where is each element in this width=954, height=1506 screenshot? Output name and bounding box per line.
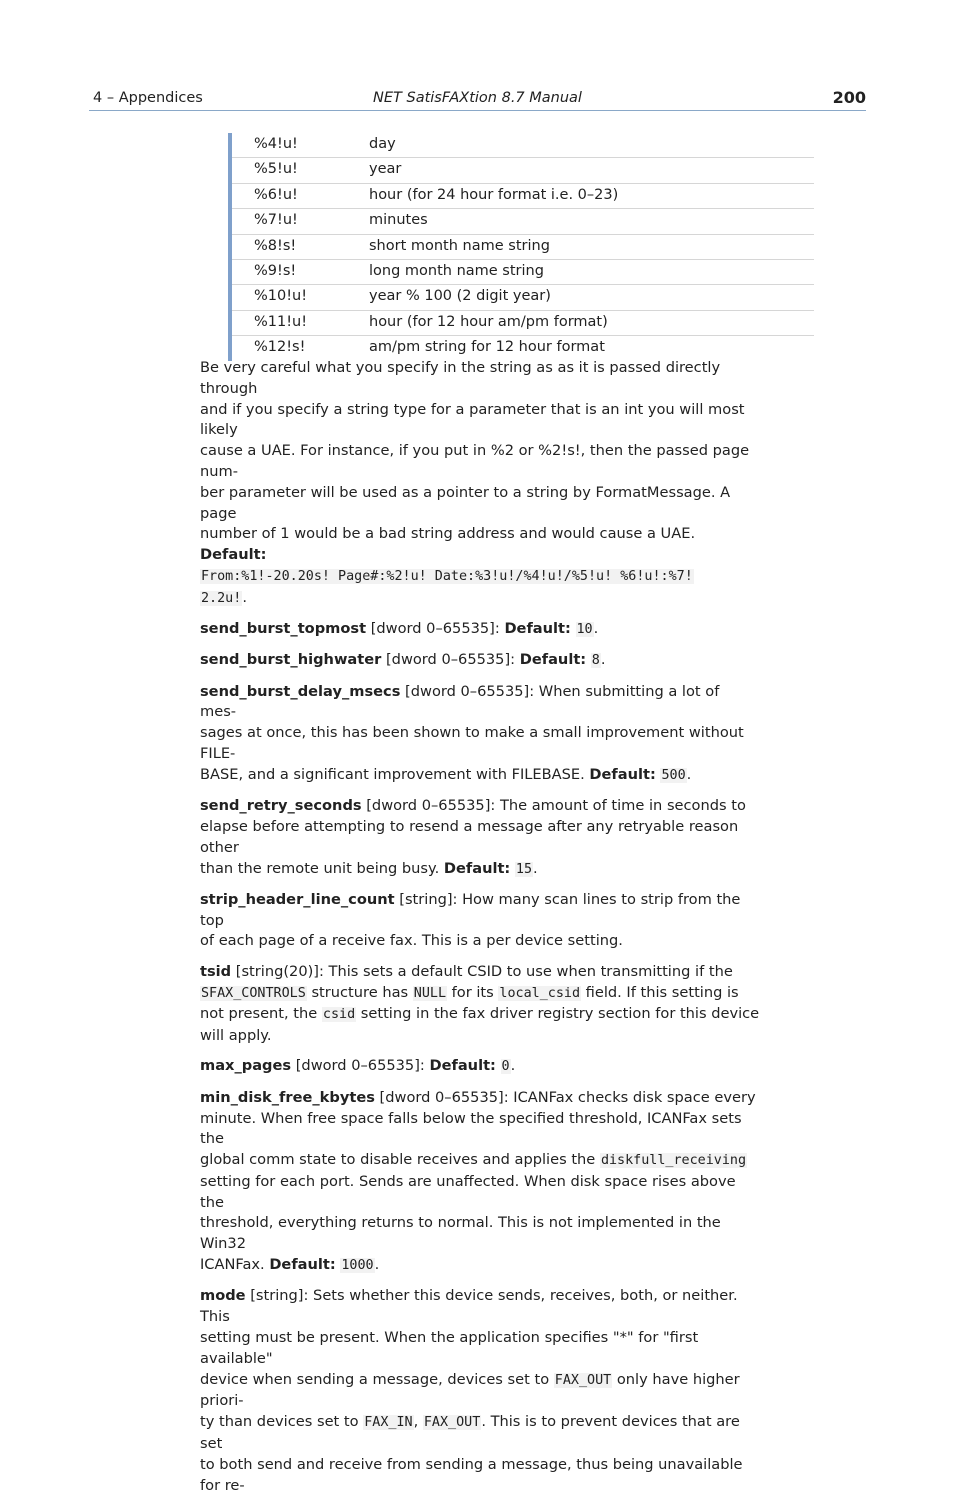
setting-name: send_retry_seconds [200, 797, 362, 815]
format-description: minutes [369, 212, 428, 229]
setting-name: max_pages [200, 1057, 292, 1075]
manual-title: NET SatisFAXtion 8.7 Manual [373, 90, 582, 106]
table-row [232, 209, 814, 234]
setting-name: tsid [200, 962, 232, 980]
page-header [89, 88, 866, 111]
section-label: 4 – Appendices [93, 90, 203, 106]
format-code: %9!s! [254, 262, 297, 279]
table-row [232, 133, 814, 158]
setting-send-burst-delay: send_burst_delay_msecs [dword 0–65535]: When submitting a lot of mes- sages at once, this has been shown to make a small improvement without FILE- BASE, and a significant improvement with FILEBASE. Default: 500. [200, 682, 744, 783]
setting-name: send_burst_topmost [200, 620, 367, 638]
table-row [232, 285, 814, 310]
default-value: 15 [515, 861, 533, 877]
setting-name: min_disk_free_kbytes [200, 1088, 375, 1106]
format-description: day [369, 136, 396, 152]
format-description: year % 100 (2 digit year) [369, 288, 551, 305]
format-code: %5!u! [254, 161, 298, 178]
default-label: Default: [200, 546, 267, 564]
format-description: short month name string [369, 237, 550, 254]
setting-name: strip_header_line_count [200, 890, 395, 908]
setting-send-burst-topmost: send_burst_topmost [dword 0–65535]: Default: 10. [200, 620, 599, 638]
default-value: 8 [591, 653, 600, 669]
table-row [232, 184, 814, 209]
setting-max-pages: max_pages [dword 0–65535]: Default: 0. [200, 1057, 516, 1075]
setting-name: mode [200, 1287, 246, 1305]
format-code: %11!u! [254, 313, 308, 330]
format-description: am/pm string for 12 hour format [369, 339, 605, 356]
default-value: 500 [661, 767, 686, 783]
table-row [232, 336, 814, 360]
setting-name: send_burst_highwater [200, 651, 382, 669]
setting-min-disk-free-kbytes: min_disk_free_kbytes [dword 0–65535]: ICANFax checks disk space every minute. When free space falls below the specified threshold, ICANFax sets the global comm state to disable receives and applies the diskfull_receiving setting for each port. Sends are unaffected. When disk space rises above the threshold, everything returns to normal. This is not implemented in the Win32 ICANFax. Default: 1000. [200, 1088, 756, 1274]
default-value: 0 [501, 1059, 510, 1075]
setting-mode: mode [string]: Sets whether this device sends, receives, both, or neither. This setting must be present. When the application specifies "*" for "first available" device when sending a message, devices set to FAX_OUT only have higher priori- ty than devices set to FAX_IN, FAX_OUT. This is to prevent devices that are set to both send and receive from sending a message, thus being unavailable for re- [200, 1287, 743, 1494]
format-warning-paragraph: Be very careful what you specify in the string as as it is passed directly through and if you specify a string type for a parameter that is an int you will most likely cause a UAE. For instance, if you put in %2 or %2!s!, then the passed page num- ber parameter will be used as a pointer to a string by FormatMessage. A page number of 1 would be a bad string address and would cause a UAE. Default: From:%1!-20.20s! Page#:%2!u! Date:%3!u!/%4!u!/%5!u! %6!u!:%7! 2.2u!. [200, 359, 750, 606]
format-code: %10!u! [254, 288, 308, 305]
page-number: 200 [832, 88, 866, 107]
setting-send-burst-highwater: send_burst_highwater [dword 0–65535]: Default: 8. [200, 651, 606, 669]
format-description: hour (for 12 hour am/pm format) [369, 313, 608, 330]
table-row [232, 260, 814, 285]
format-code-table [228, 133, 814, 361]
table-row [232, 235, 814, 260]
default-value: 10 [576, 622, 593, 638]
table-row [232, 311, 814, 336]
format-code: %6!u! [254, 186, 298, 203]
body-text [200, 358, 760, 1506]
setting-strip-header-line-count: strip_header_line_count [string]: How many scan lines to strip from the top of each page of a receive fax. This is a per device setting. [200, 890, 741, 950]
setting-tsid: tsid [string(20)]: This sets a default CSID to use when transmitting if the SFAX_CONTROLS structure has NULL for its local_csid field. If this setting is not present, the csid setting in the fax driver registry section for this device will apply. [200, 962, 760, 1045]
format-code: %7!u! [254, 212, 298, 229]
format-code: %8!s! [254, 237, 297, 254]
table-row [232, 158, 814, 183]
format-code: %4!u! [254, 136, 298, 152]
format-description: year [369, 161, 402, 178]
setting-send-retry-seconds: send_retry_seconds [dword 0–65535]: The amount of time in seconds to elapse before attempting to resend a message after any retryable reason other than the remote unit being busy. Default: 15. [200, 797, 746, 877]
default-value: 1000 [341, 1258, 374, 1274]
format-description: hour (for 24 hour format i.e. 0–23) [369, 186, 619, 203]
format-code: %12!s! [254, 339, 306, 356]
default-format-string: From:%1!-20.20s! Page#:%2!u! Date:%3!u!/%4!u!/%5!u! %6!u!:%7! [201, 568, 693, 584]
format-description: long month name string [369, 262, 544, 279]
setting-name: send_burst_delay_msecs [200, 682, 401, 700]
default-format-string-cont: 2.2u! [201, 590, 242, 606]
